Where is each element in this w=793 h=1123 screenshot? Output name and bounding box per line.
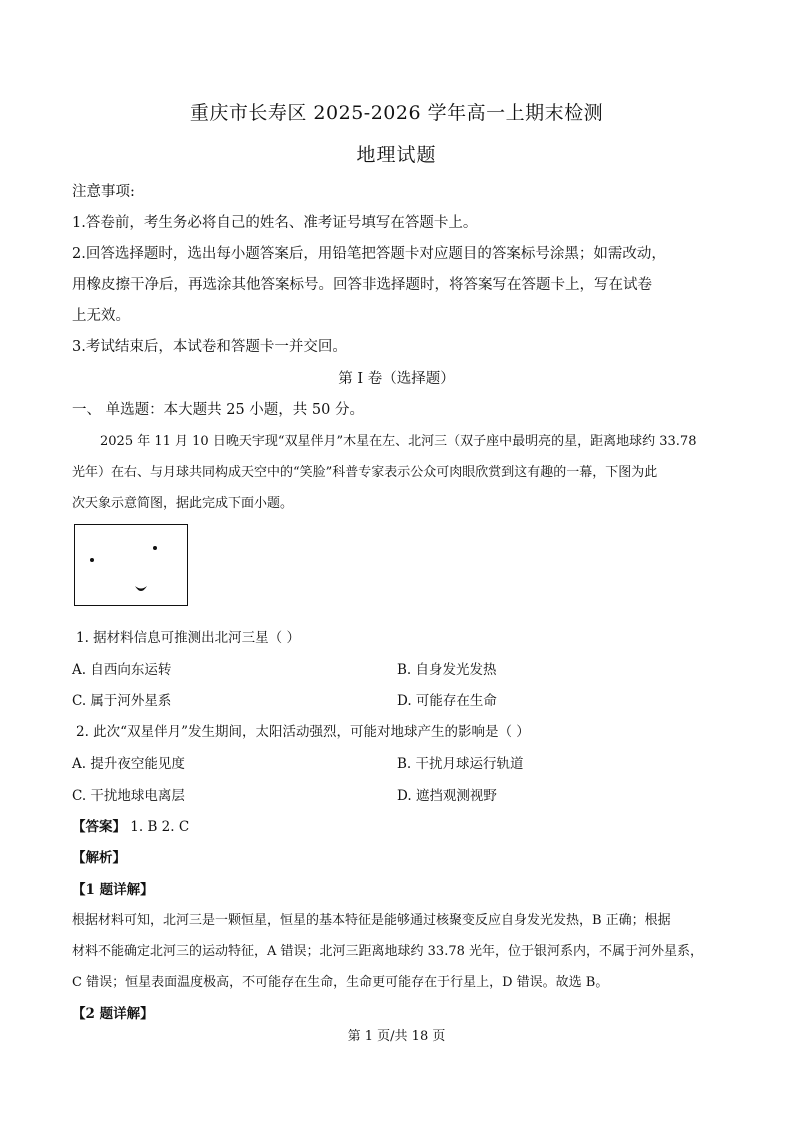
page-subtitle: 地理试题 <box>356 144 437 166</box>
q1-detail-heading: 【1 题详解】 <box>72 882 154 898</box>
notice-item-1: 1.答卷前，考生务必将自己的姓名、准考证号填写在答题卡上。 <box>72 215 478 231</box>
notice-item-3: 3.考试结束后，本试卷和答题卡一并交回。 <box>72 339 347 355</box>
question-1-option-d: D. 可能存在生命 <box>397 693 497 709</box>
notice-item-2-line-1: 2.回答选择题时，选出每小题答案后，用铅笔把答题卡对应题目的答案标号涂黑；如需改动， <box>72 246 666 262</box>
q1-detail-line-1: 根据材料可知，北河三是一颗恒星，恒星的基本特征是能够通过核聚变反应自身发光发热，B 正确；根据 <box>72 913 671 928</box>
material-line-2: 光年）在右、与月球共同构成天空中的“笑脸”科普专家表示公众可肉眼欣赏到这有趣的一幕，下图为此 <box>72 465 658 480</box>
notice-heading: 注意事项: <box>72 184 135 200</box>
jupiter-dot <box>90 558 94 562</box>
question-2-stem: 2. 此次“双星伴月”发生期间，太阳活动强烈，可能对地球产生的影响是（ ） <box>76 724 530 740</box>
question-2-option-b: B. 干扰月球运行轨道 <box>397 756 524 772</box>
page-number: 第 1 页/共 18 页 <box>347 1029 446 1044</box>
question-1-option-a: A. 自西向东运转 <box>72 662 172 678</box>
crescent-moon-icon <box>134 585 148 595</box>
notice-item-2-line-2: 用橡皮擦干净后，再选涂其他答案标号。回答非选择题时，将答案写在答题卡上，写在试卷 <box>72 277 652 293</box>
page-title: 重庆市长寿区 2025-2026 学年高一上期末检测 <box>189 102 604 124</box>
sky-diagram <box>74 524 188 606</box>
material-line-3: 次天象示意简图，据此完成下面小题。 <box>72 496 294 511</box>
answer-values: 1. B 2. C <box>130 819 190 835</box>
answer-row <box>72 815 189 835</box>
question-1-option-b: B. 自身发光发热 <box>397 662 497 678</box>
question-2-option-c: C. 干扰地球电离层 <box>72 788 185 804</box>
question-1-option-c: C. 属于河外星系 <box>72 693 172 709</box>
answer-label: 【答案】 <box>72 819 126 835</box>
q2-detail-heading: 【2 题详解】 <box>72 1006 154 1022</box>
pollux-dot <box>153 546 157 550</box>
volume-heading: 第 I 卷（选择题） <box>338 371 455 387</box>
question-2-option-d: D. 遮挡观测视野 <box>397 788 497 804</box>
material-line-1: 2025 年 11 月 10 日晚天宇现“双星伴月”木星在左、北河三（双子座中最明亮的星，距离地球约 33.78 <box>100 434 697 449</box>
question-1-stem: 1. 据材料信息可推测出北河三星（ ） <box>76 630 300 646</box>
section-heading: 一、 单选题：本大题共 25 小题，共 50 分。 <box>72 402 364 418</box>
q1-detail-line-3: C 错误；恒星表面温度极高，不可能存在生命，生命更可能存在于行星上，D 错误。故选 B。 <box>72 975 609 990</box>
question-2-option-a: A. 提升夜空能见度 <box>72 756 185 772</box>
analysis-label: 【解析】 <box>72 850 126 866</box>
notice-item-2-line-3: 上无效。 <box>72 308 130 324</box>
q1-detail-line-2: 材料不能确定北河三的运动特征，A 错误；北河三距离地球约 33.78 光年，位于银河系内，不属于河外星系， <box>72 944 704 959</box>
